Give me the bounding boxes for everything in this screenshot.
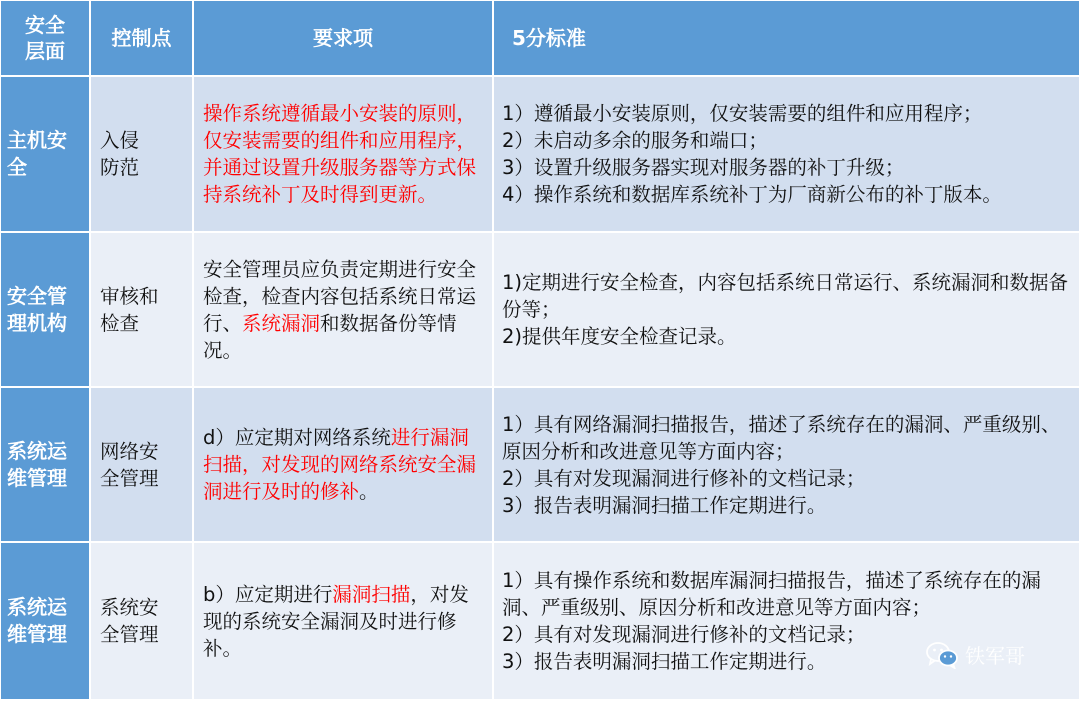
requirement-fragment: d）应定期对网络系统 (203, 426, 391, 449)
standard-item: 2）未启动多余的服务和端口； (502, 129, 768, 152)
watermark (925, 640, 1025, 669)
standard-item: 1）具有操作系统和数据库漏洞扫描报告，描述了系统存在的漏洞、严重级别、原因分析和改进意见等方面内容； (502, 569, 1041, 619)
standard-cell (494, 77, 1079, 233)
standard-item: 3）设置升级服务器实现对服务器的补丁升级； (502, 156, 905, 179)
header-control (91, 1, 194, 77)
control-cell (91, 388, 194, 543)
standard-list (502, 100, 1075, 208)
standard-list (502, 411, 1075, 519)
header-level (1, 1, 91, 77)
requirement-highlight: 漏洞扫描 (332, 582, 411, 606)
control-cell (91, 233, 194, 388)
requirement-fragment: ，对发现的系统安全漏洞及时进行修补。 (203, 582, 469, 660)
standard-cell (494, 543, 1079, 701)
requirement-fragment: 。 (359, 480, 379, 503)
requirement-text (203, 581, 486, 662)
standard-cell (494, 388, 1079, 543)
requirement-text (203, 100, 486, 208)
level-label: 主机安 全 (7, 128, 67, 179)
control-label: 入侵 防范 (100, 129, 140, 179)
standard-item: 1）具有网络漏洞扫描报告，描述了系统存在的漏洞、严重级别、原因分析和改进意见等方面内容； (502, 412, 1061, 463)
wechat-icon (925, 641, 959, 669)
level-label: 系统运 维管理 (7, 438, 67, 490)
requirement-cell (194, 77, 494, 233)
standard-item: 2)提供年度安全检查记录。 (502, 325, 737, 348)
standard-list (502, 269, 1075, 350)
requirement-cell (194, 388, 494, 543)
control-cell (91, 543, 194, 701)
level-cell (1, 233, 91, 388)
header-standard (494, 1, 1079, 77)
standard-item: 1）遵循最小安装原则，仅安装需要的组件和应用程序； (502, 102, 983, 125)
requirement-cell (194, 233, 494, 388)
requirement-text (203, 424, 486, 505)
requirement-highlight: 系统漏洞 (242, 311, 321, 335)
header-level-label: 安全 层面 (25, 13, 65, 63)
requirement-fragment: 和数据备份等情况。 (203, 311, 457, 362)
level-cell (1, 388, 91, 543)
standard-item: 3）报告表明漏洞扫描工作定期进行。 (502, 493, 827, 517)
requirement-cell (194, 543, 494, 701)
requirement-highlight: 操作系统遵循最小安装的原则，仅安装需要的组件和应用程序，并通过设置升级服务器等方式保持系统补丁及时得到更新。 (203, 102, 477, 206)
control-cell (91, 77, 194, 233)
standard-item: 1)定期进行安全检查，内容包括系统日常运行、系统漏洞和数据备份等； (502, 271, 1069, 321)
control-label: 审核和 检查 (100, 284, 159, 335)
requirement-fragment: b）应定期进行 (203, 582, 333, 606)
level-cell (1, 77, 91, 233)
watermark-text: 铁军哥 (965, 644, 1025, 668)
standard-item: 2）具有对发现漏洞进行修补的文档记录； (502, 623, 866, 646)
control-label: 网络安 全管理 (100, 439, 159, 490)
standard-item: 3）报告表明漏洞扫描工作定期进行。 (502, 650, 827, 673)
header-requirement (194, 1, 494, 77)
requirement-text (203, 256, 486, 364)
level-label: 系统运 维管理 (7, 595, 67, 646)
header-standard-label: 5分标准 (512, 26, 586, 50)
level-cell (1, 543, 91, 701)
header-control-label: 控制点 (111, 26, 172, 50)
security-standards-table (1, 1, 1079, 701)
control-label: 系统安 全管理 (100, 596, 159, 646)
standard-cell (494, 233, 1079, 388)
standard-item: 4）操作系统和数据库系统补丁为厂商新公布的补丁版本。 (502, 183, 1002, 206)
header-requirement-label: 要求项 (313, 26, 373, 50)
requirement-highlight: 进行漏洞扫描，对发现的网络系统安全漏洞进行及时的修补 (203, 426, 477, 503)
level-label: 安全管 理机构 (7, 283, 67, 335)
standard-item: 2）具有对发现漏洞进行修补的文档记录； (502, 466, 866, 490)
requirement-fragment: 安全管理员应负责定期进行安全检查，检查内容包括系统日常运行、 (203, 257, 477, 335)
